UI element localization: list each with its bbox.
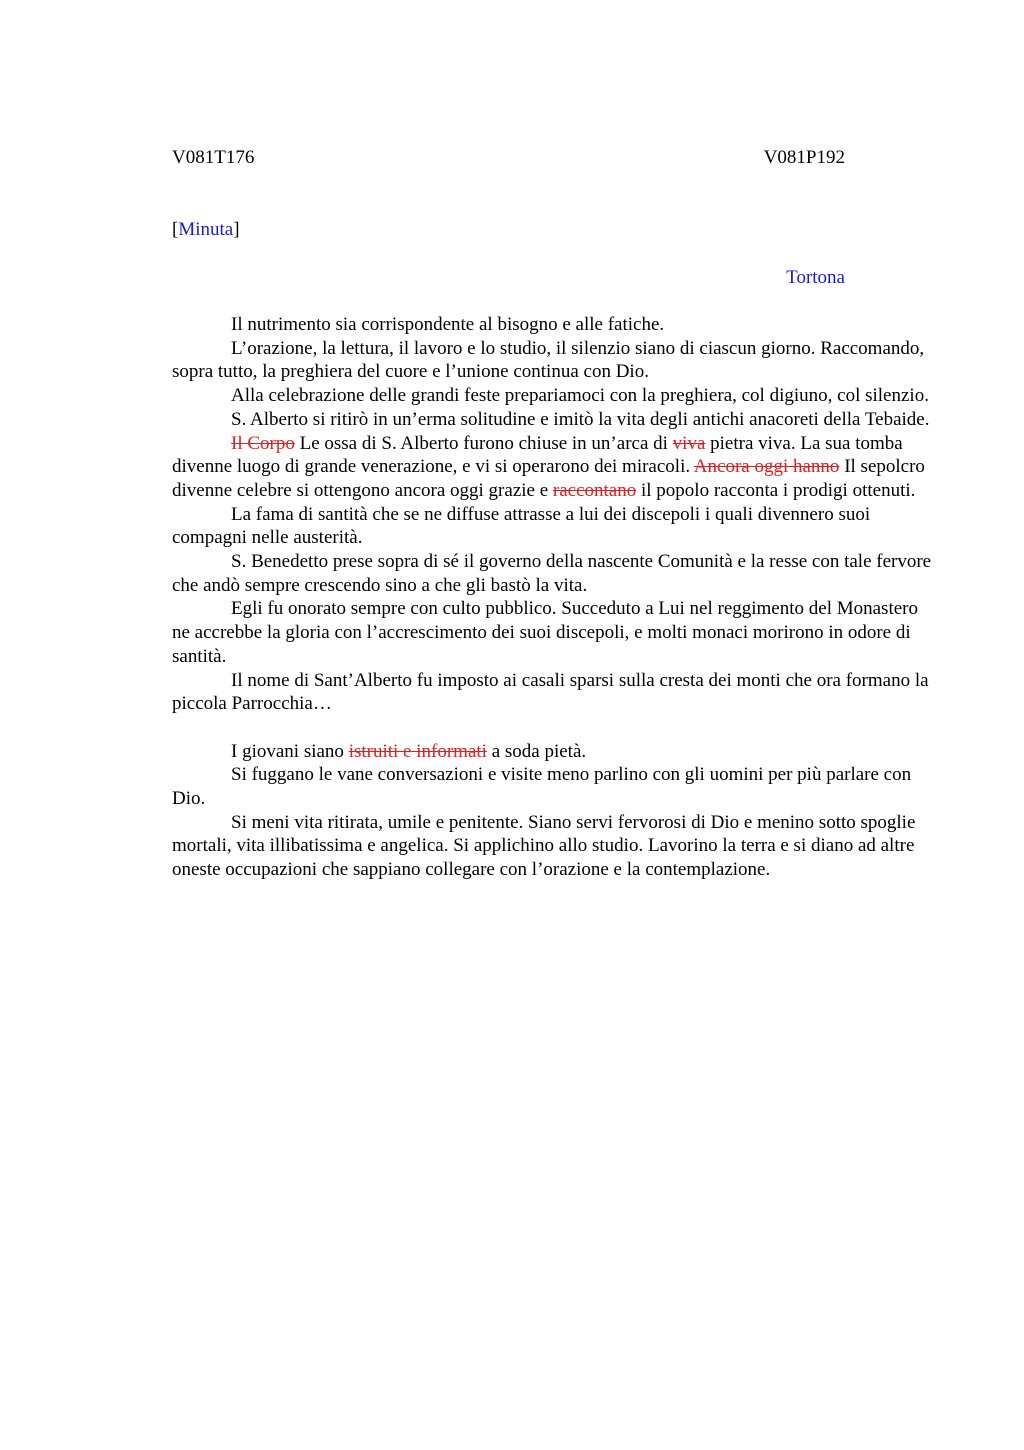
deleted-text: viva [672, 432, 706, 454]
deleted-text: istruiti e informati [348, 740, 487, 762]
label-minuta: Minuta [178, 219, 234, 240]
paragraph: L’orazione, la lettura, il lavoro e lo studio, il silenzio siano di ciascun giorno. Raccomando, sopra tutto, la preghiera del cuore e l’unione continua con Dio. [172, 337, 925, 383]
document-type-label [172, 218, 240, 242]
paragraph-text: a soda pietà. [486, 740, 587, 762]
paragraph: Egli fu onorato sempre con culto pubblico. Succeduto a Lui nel reggimento del Monastero ne accrebbe la gloria con l’accrescimento dei suoi discepoli, e molti monaci morirono in odore di santità. [172, 598, 918, 667]
paragraph: S. Benedetto prese sopra di sé il governo della nascente Comunità e la resse con tale fervore che andò sempre crescendo sino a che gli bastò la vita. [172, 551, 932, 596]
paragraph-text: pietra viva. La sua tomba divenne luogo di grande venerazione, e vi si operarono dei miracoli. [172, 432, 903, 478]
paragraph: S. Alberto si ritirò in un’erma solitudine e imitò la vita degli antichi anacoreti della Tebaide. [231, 408, 930, 430]
paragraph-text: il popolo racconta i prodigi ottenuti. [636, 479, 916, 501]
paragraph-text: Il sepolcro divenne celebre si ottengono ancora oggi grazie e [172, 456, 925, 501]
paragraph: Alla celebrazione delle grandi feste prepariamoci con la preghiera, col digiuno, col silenzio. [231, 385, 929, 407]
deleted-text: Ancora oggi hanno [693, 456, 840, 478]
paragraph: Si fuggano le vane conversazioni e visite meno parlino con gli uomini per più parlare con Dio. [172, 764, 912, 810]
paragraph-with-corrections [172, 740, 932, 764]
paragraph-text: Le ossa di S. Alberto furono chiuse in un’arca di [294, 432, 673, 454]
deleted-text: raccontano [552, 479, 637, 501]
document-code-left: V081T176 [172, 147, 255, 168]
paragraph-text: I giovani siano [231, 740, 349, 762]
paragraph: Il nome di Sant’Alberto fu imposto ai casali sparsi sulla cresta dei monti che ora formano la piccola Parrocchia… [172, 669, 929, 715]
document-body [172, 313, 932, 882]
place-name: Tortona [786, 267, 845, 288]
paragraph: Si meni vita ritirata, umile e penitente. Siano servi fervorosi di Dio e menino sotto spoglie mortali, vita illibatissima e angelica. Si applichino allo studio. Lavorino la terra e si diano ad altre oneste occupazioni che sappiano collegare con l’orazione e la contemplazione. [172, 811, 916, 881]
label-close-bracket: ] [233, 219, 240, 240]
paragraph: Il nutrimento sia corrispondente al bisogno e alle fatiche. [231, 314, 665, 335]
document-code-right: V081P192 [763, 147, 845, 168]
label-open-bracket: [ [172, 219, 179, 240]
paragraph: La fama di santità che se ne diffuse attrasse a lui dei discepoli i quali divennero suoi compagni nelle austerità. [172, 503, 871, 549]
deleted-text: Il Corpo [231, 432, 295, 454]
paragraph-with-corrections [172, 432, 932, 503]
